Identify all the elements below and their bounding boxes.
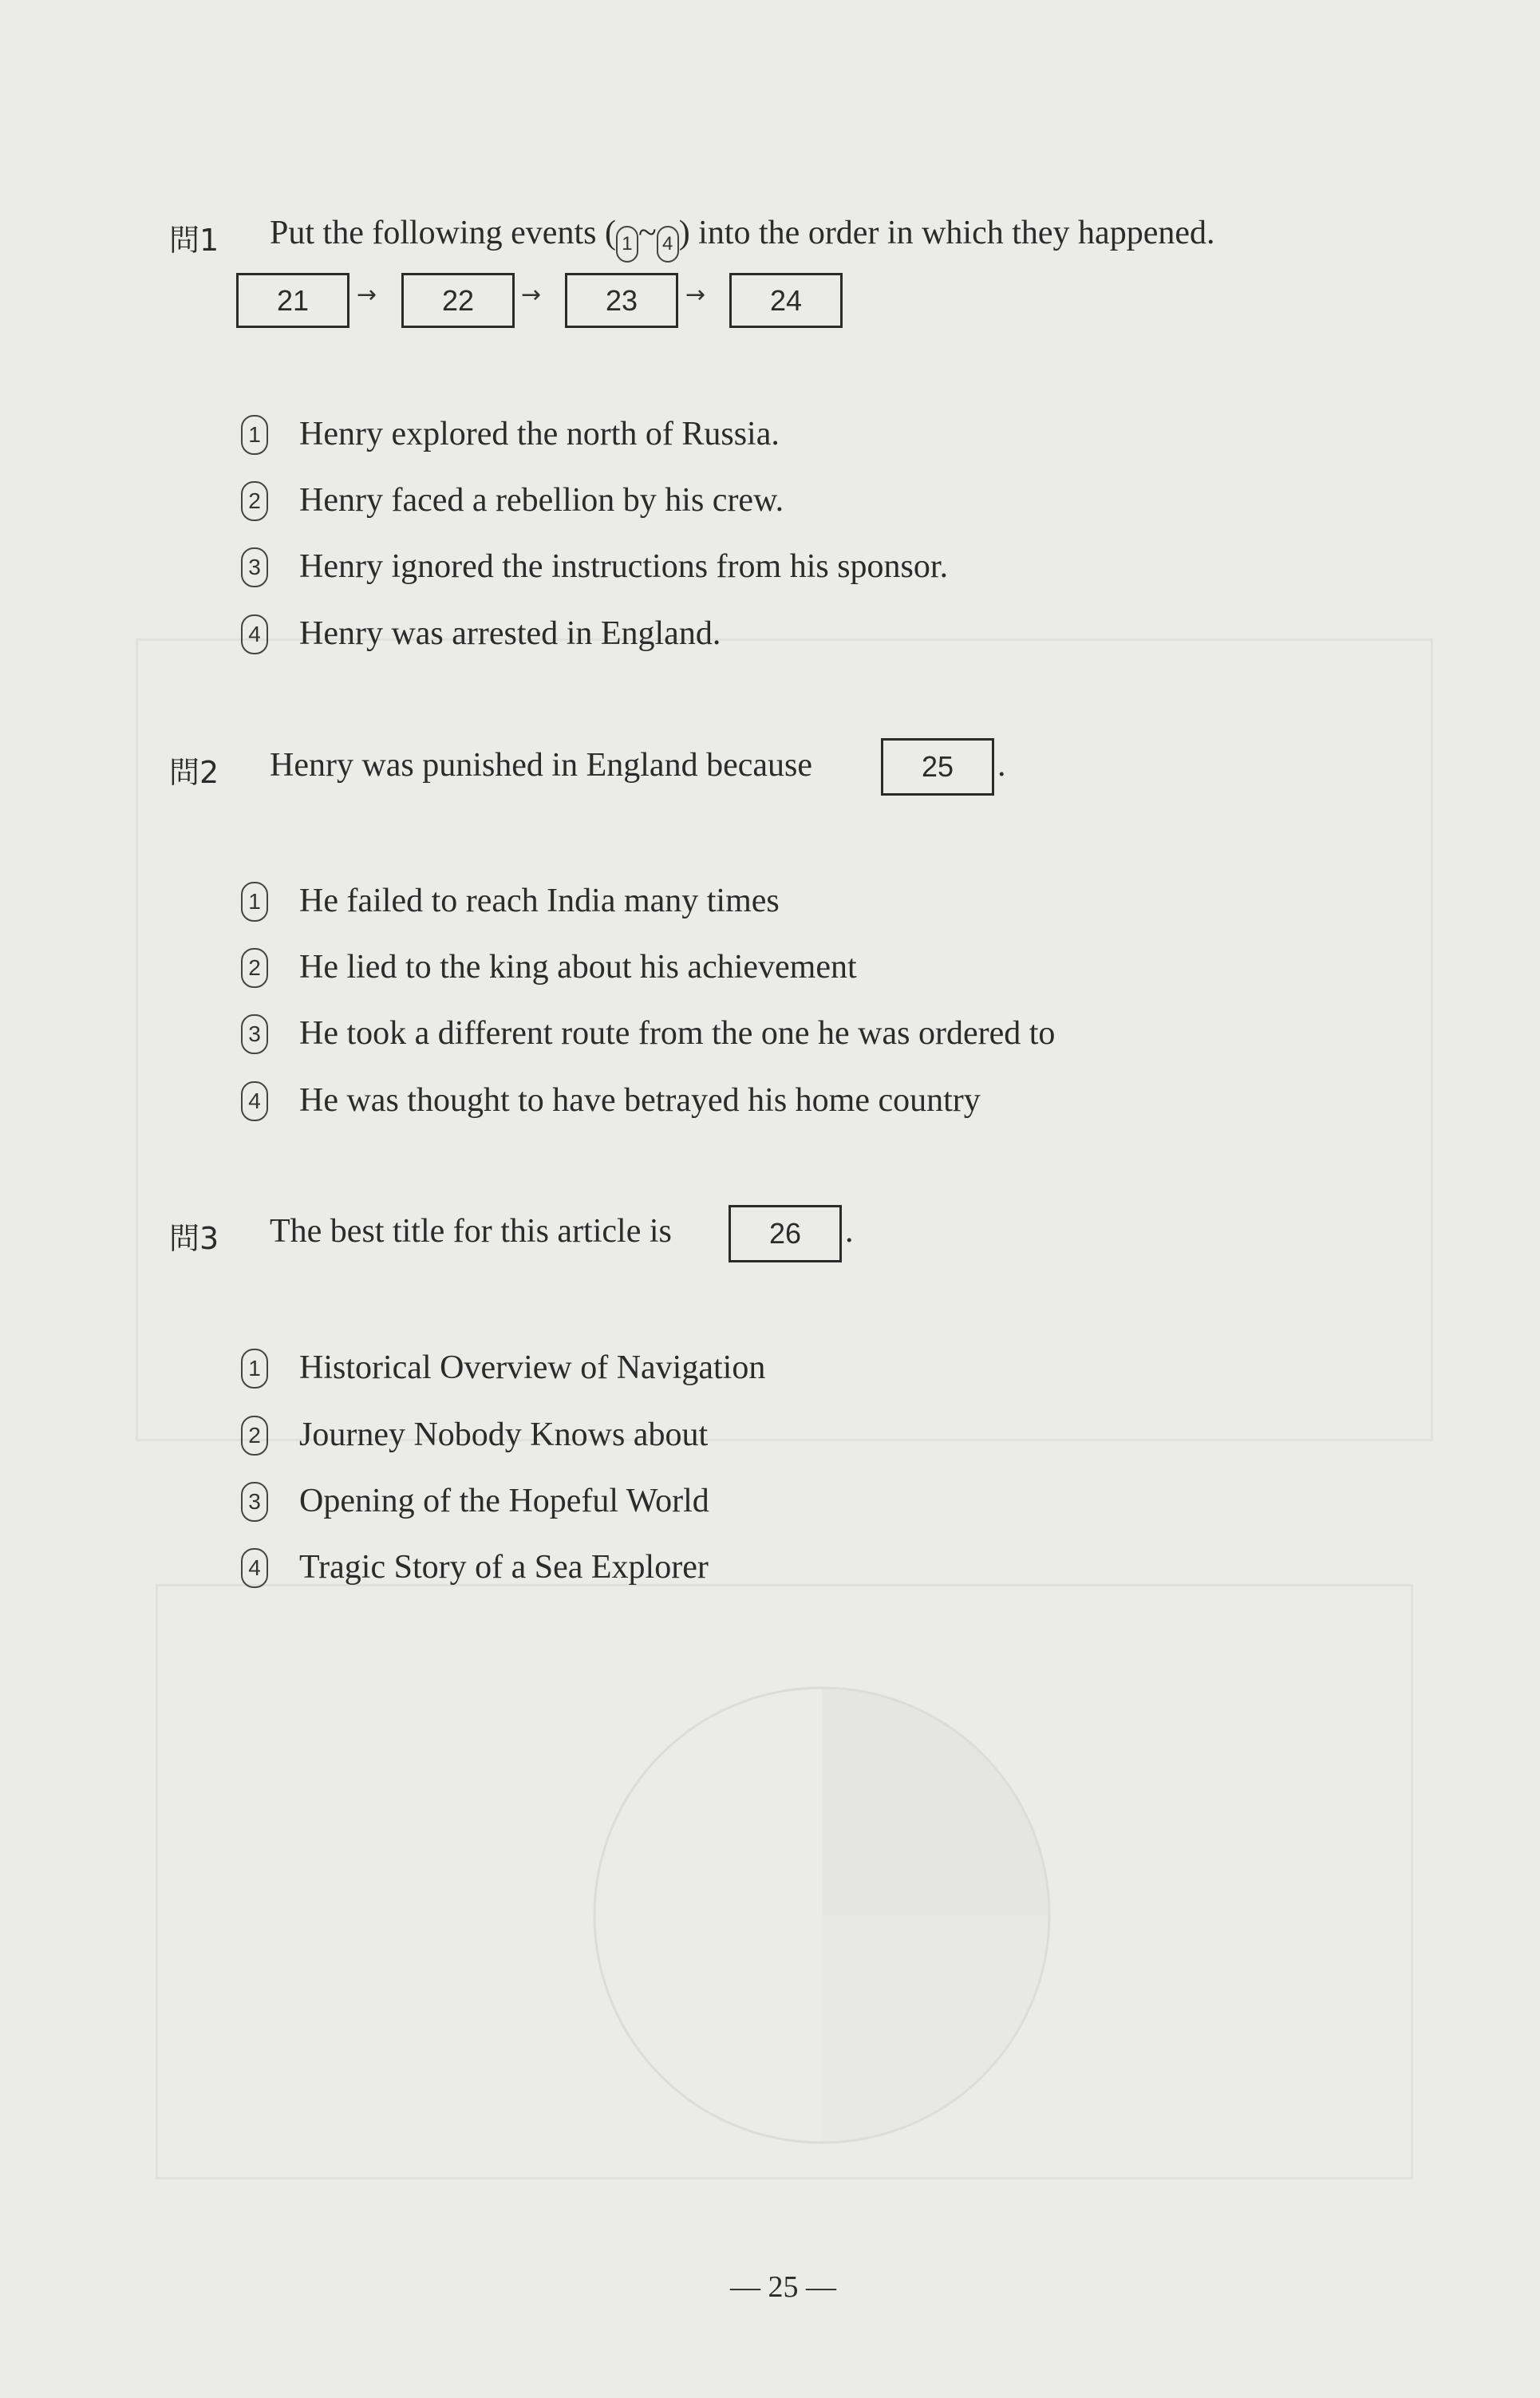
q1-option-1-number: 1 (241, 415, 268, 455)
q3-period: . (845, 1213, 854, 1250)
q1-marker: 問1 (169, 223, 219, 258)
q2-prompt: Henry was punished in England because (270, 747, 812, 784)
q3-option-1-number: 1 (241, 1349, 268, 1389)
q1-prompt-after: ) into the order in which they happened. (678, 215, 1215, 251)
q2-option-4-number: 4 (241, 1081, 268, 1121)
q3-option-1-text[interactable]: Historical Overview of Navigation (299, 1349, 766, 1386)
q1-prompt (270, 214, 1214, 263)
page-number: — 25 — (730, 2270, 836, 2304)
q1-option-2-text[interactable]: Henry faced a rebellion by his crew. (299, 482, 784, 519)
answer-box-24[interactable]: 24 (729, 273, 843, 328)
q1-option-2-number: 2 (241, 481, 268, 521)
q1-option-4-number: 4 (241, 614, 268, 654)
q2-option-3-number: 3 (241, 1014, 268, 1054)
q2-option-3-text[interactable]: He took a different route from the one he was ordered to (299, 1015, 1056, 1052)
answer-box-25[interactable]: 25 (881, 738, 994, 796)
q2-option-2-text[interactable]: He lied to the king about his achievement (299, 949, 857, 986)
q3-option-4-text[interactable]: Tragic Story of a Sea Explorer (299, 1549, 709, 1586)
q3-option-4-number: 4 (241, 1548, 268, 1588)
q3-prompt: The best title for this article is (270, 1213, 672, 1250)
q3-option-3-text[interactable]: Opening of the Hopeful World (299, 1483, 709, 1519)
q1-arrow-3: → (685, 281, 706, 309)
answer-box-26[interactable]: 26 (729, 1205, 842, 1262)
q3-option-2-text[interactable]: Journey Nobody Knows about (299, 1416, 709, 1453)
answer-box-22[interactable]: 22 (401, 273, 515, 328)
q2-option-4-text[interactable]: He was thought to have betrayed his home country (299, 1082, 981, 1119)
q3-option-2-number: 2 (241, 1416, 268, 1456)
q2-option-2-number: 2 (241, 948, 268, 988)
q2-option-1-text[interactable]: He failed to reach India many times (299, 883, 780, 919)
bleed-pie-chart (590, 1684, 1053, 2147)
q1-arrow-1: → (357, 281, 377, 309)
q3-option-3-number: 3 (241, 1482, 268, 1522)
q2-option-1-number: 1 (241, 882, 268, 922)
q1-range-sep: ~ (638, 215, 657, 251)
q1-arrow-2: → (521, 281, 542, 309)
q1-range-start: 1 (616, 226, 638, 263)
q1-prompt-before: Put the following events ( (270, 215, 616, 251)
q2-period: . (997, 747, 1006, 784)
q1-option-3-number: 3 (241, 547, 268, 587)
q1-option-3-text[interactable]: Henry ignored the instructions from his sponsor. (299, 548, 949, 585)
answer-box-23[interactable]: 23 (565, 273, 678, 328)
q1-option-4-text[interactable]: Henry was arrested in England. (299, 615, 721, 652)
q1-option-1-text[interactable]: Henry explored the north of Russia. (299, 416, 780, 452)
q3-marker: 問3 (169, 1221, 219, 1256)
q1-range-end: 4 (657, 226, 679, 263)
q2-marker: 問2 (169, 755, 219, 790)
answer-box-21[interactable]: 21 (236, 273, 349, 328)
